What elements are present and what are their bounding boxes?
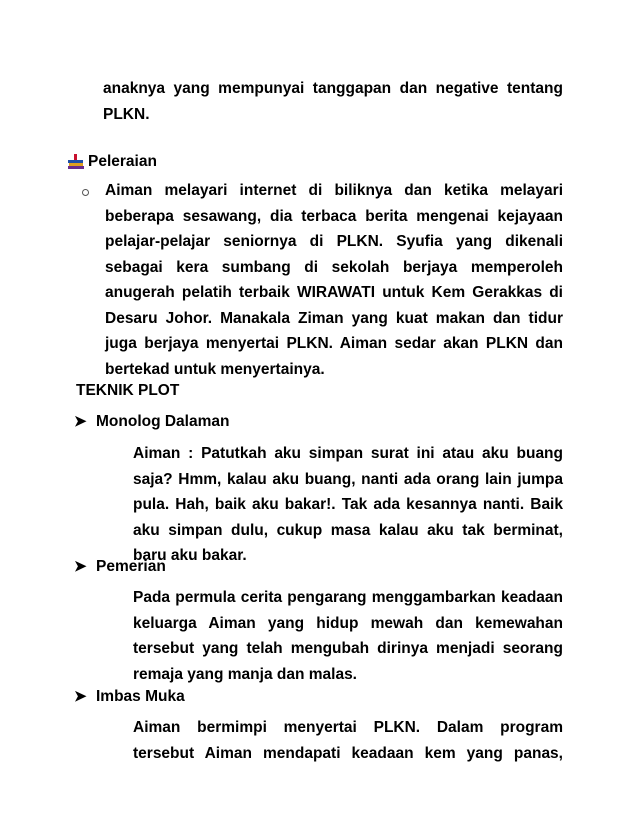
imbas-muka-text: Aiman bermimpi menyertai PLKN. Dalam program tersebut Aiman mendapati keadaan kem yang panas,	[133, 719, 563, 762]
arrow-bullet-icon: ➤	[74, 558, 87, 575]
circle-bullet	[82, 189, 89, 196]
teknik-plot-title: TEKNIK PLOT	[76, 382, 180, 399]
book-stack-icon	[67, 154, 85, 170]
monolog-dalaman-label: Monolog Dalaman	[96, 413, 230, 430]
intro-paragraph: anaknya yang mempunyai tanggapan dan negative tentang PLKN.	[103, 80, 563, 123]
peleraian-heading: Peleraian	[88, 153, 157, 170]
pemerian-label: Pemerian	[96, 558, 166, 575]
pemerian-text: Pada permula cerita pengarang menggambarkan keadaan keluarga Aiman yang hidup mewah dan kemewahan tersebut yang telah mengubah dirinya menjadi seorang remaja yang manja dan malas.	[133, 589, 563, 683]
arrow-bullet-icon: ➤	[74, 413, 87, 430]
monolog-dalaman-text: Aiman : Patutkah aku simpan surat ini atau aku buang saja? Hmm, kalau aku buang, nanti ada orang lain jumpa pula. Hah, baik aku bakar!. Tak ada kesannya nanti. Baik aku simpan dulu, cukup masa kalau aku tak berminat, baru aku bakar.	[133, 445, 563, 564]
arrow-bullet-icon: ➤	[74, 688, 87, 705]
peleraian-item: Aiman melayari internet di biliknya dan ketika melayari beberapa sesawang, dia terbaca berita mengenai kejayaan pelajar-pelajar seniornya di PLKN. Syufia yang dikenali sebagai kera sumbang di sekolah berjaya memperoleh anugerah pelatih terbaik WIRAWATI untuk Kem Gerakkas di Desaru Johor. Manakala Ziman yang kuat makan dan tidur juga berjaya menyertai PLKN. Aiman sedar akan PLKN dan bertekad untuk menyertainya.	[105, 182, 563, 378]
imbas-muka-label: Imbas Muka	[96, 688, 185, 705]
